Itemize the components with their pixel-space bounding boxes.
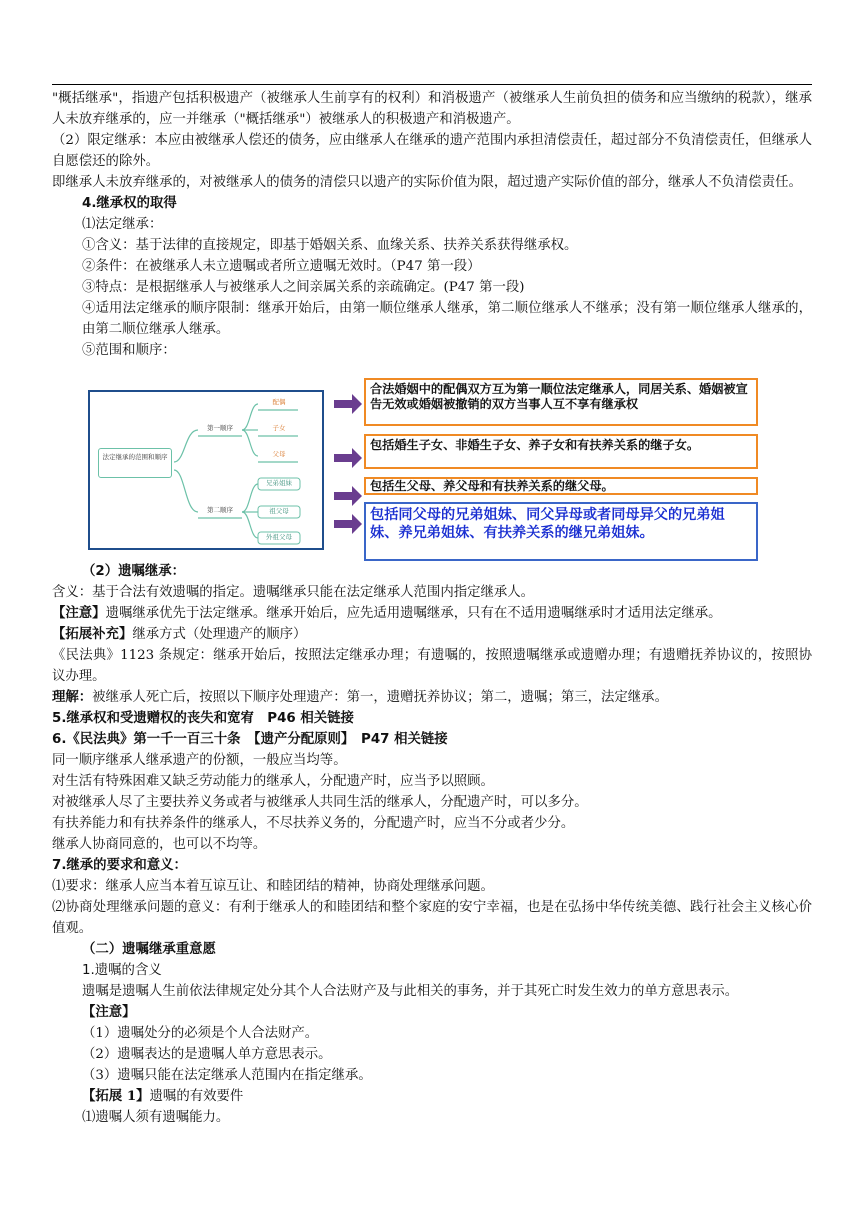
- mind-map-frame: [88, 390, 324, 550]
- paragraph: 继承人协商同意的，也可以不均等。: [52, 837, 267, 852]
- paragraph: [52, 1086, 812, 1107]
- arrow-icon: [334, 514, 362, 534]
- paragraph: 含义：基于合法有效遗嘱的指定。遗嘱继承只能在法定继承人范围内指定继承人。: [52, 585, 535, 600]
- child-node: 祖父母: [269, 507, 289, 515]
- child-node: 子女: [272, 424, 286, 432]
- paragraph: [52, 687, 812, 708]
- list-item: ③特点：是根据继承人与被继承人之间亲属关系的亲疏确定。(P47 第一段): [82, 280, 525, 295]
- note-text: 遗嘱继承优先于法定继承。继承开始后，应先适用遗嘱继承，只有在不适用遗嘱继承时才适用法定继承。: [105, 606, 722, 621]
- paragraph: 同一顺序继承人继承遗产的份额，一般应当均等。: [52, 753, 347, 768]
- paragraph: 即继承人未放弃继承的，对被继承人的债务的清偿只以遗产的实际价值为限，超过遗产实际价值的部分，继承人不负清偿责任。: [52, 175, 802, 190]
- section-6-title-b: 【遗产分配原则】: [253, 732, 348, 747]
- paragraph: 《民法典》1123 条规定：继承开始后，按照法定继承办理；有遗嘱的，按照遗嘱继承或遗赠办理；有遗赠抚养协议的，按照协议办理。: [52, 648, 812, 684]
- mind-map-root: 法定继承的范围和顺序: [98, 448, 172, 478]
- list-item: （3）遗嘱只能在法定继承人范围内在指定继承。: [82, 1068, 372, 1083]
- inheritance-order-diagram: [52, 378, 812, 561]
- paragraph: [52, 624, 812, 645]
- paragraph: 有扶养能力和有扶养条件的继承人，不尽扶养义务的，分配遗产时，应当不分或者少分。: [52, 816, 575, 831]
- section-6-title-a: 6.《民法典》第一千一百三十条: [52, 732, 254, 747]
- part-2-title: （二）遗嘱继承重意愿: [82, 942, 216, 957]
- header-rule: [52, 84, 812, 85]
- list-item: ⑴遗嘱人须有遗嘱能力。: [82, 1110, 230, 1125]
- extension-label: 【拓展 1】: [82, 1088, 150, 1104]
- paragraph: 对被继承人尽了主要扶养义务或者与被继承人共同生活的继承人，分配遗产时，可以多分。: [52, 795, 588, 810]
- list-item: ①含义：基于法律的直接规定，即基于婚姻关系、血缘关系、扶养关系获得继承权。: [82, 238, 578, 253]
- section-6-title: [52, 729, 812, 750]
- second-order-node: 第二顺序: [207, 506, 233, 514]
- list-item: ④适用法定继承的顺序限制：继承开始后，由第一顺位继承人继承，第二顺位继承人不继承；没有第一顺位继承人继承的，由第二顺位继承人继承。: [82, 301, 812, 337]
- subsection-1-title: 1.遗嘱的含义: [82, 963, 162, 978]
- arrow-icon: [334, 448, 362, 468]
- paragraph: [52, 603, 812, 624]
- section-5-title: 5.继承权和受遗赠权的丧失和宽宥 P46 相关链接: [52, 711, 354, 726]
- section-4-title: 4.继承权的取得: [82, 196, 177, 211]
- document-body: [52, 88, 812, 1128]
- paragraph: "概括继承"，指遗产包括积极遗产（被继承人生前享有的权利）和消极遗产（被继承人生前负担的债务和应当缴纳的税款），继承人未放弃继承的，应一并继承（"概括继承"）被继承人的积极遗产和消极遗产。: [52, 91, 812, 127]
- note-label: 【注意】: [82, 1004, 136, 1020]
- paragraph: ⑴要求：继承人应当本着互谅互让、和睦团结的精神，协商处理继承问题。: [52, 879, 494, 894]
- list-item: （1）遗嘱处分的必须是个人合法财产。: [82, 1026, 319, 1041]
- understand-text: 被继承人死亡后，按照以下顺序处理遗产：第一，遗赠抚养协议；第二，遗嘱；第三，法定继承。: [92, 690, 668, 705]
- paragraph: （2）限定继承：本应由被继承人偿还的债务，应由继承人在继承的遗产范围内承担清偿责任，超过部分不负清偿责任，但继承人自愿偿还的除外。: [52, 133, 812, 169]
- section-6-title-c: P47 相关链接: [347, 732, 448, 747]
- section-7-title: 7.继承的要求和意义：: [52, 858, 187, 873]
- arrow-icon: [334, 486, 362, 506]
- callout-siblings: 包括同父母的兄弟姐妹、同父异母或者同母异父的兄弟姐妹、养兄弟姐妹、有扶养关系的继兄弟姐妹。: [364, 502, 758, 561]
- child-node: 兄弟姐妹: [266, 479, 292, 487]
- child-node: 外祖父母: [266, 533, 292, 541]
- child-node: 父母: [272, 450, 286, 458]
- understand-label: 理解：: [52, 689, 93, 705]
- note-label: 【注意】: [52, 605, 106, 621]
- list-item: ②条件：在被继承人未立遗嘱或者所立遗嘱无效时。（P47 第一段）: [82, 259, 481, 274]
- paragraph: 对生活有特殊困难又缺乏劳动能力的继承人，分配遗产时，应当予以照顾。: [52, 774, 494, 789]
- arrow-icon: [334, 394, 362, 414]
- callout-spouse: 合法婚姻中的配偶双方互为第一顺位法定继承人，同居关系、婚姻被宣告无效或婚姻被撤销的双方当事人互不享有继承权: [364, 378, 758, 426]
- extension-text: 继承方式（处理遗产的顺序）: [132, 627, 307, 642]
- callout-children: 包括婚生子女、非婚生子女、养子女和有扶养关系的继子女。: [364, 434, 758, 469]
- list-item: ⑤范围和顺序：: [82, 343, 176, 358]
- first-order-node: 第一顺序: [207, 424, 233, 432]
- extension-label: 【拓展补充】: [52, 626, 133, 642]
- callout-parents: 包括生父母、养父母和有扶养关系的继父母。: [364, 477, 758, 495]
- extension-text: 遗嘱的有效要件: [149, 1089, 244, 1104]
- will-inheritance-title: （2）遗嘱继承：: [82, 564, 186, 579]
- paragraph: ⑵协商处理继承问题的意义：有利于继承人的和睦团结和整个家庭的安宁幸福，也是在弘扬中华传统美德、践行社会主义核心价值观。: [52, 900, 812, 936]
- legal-inheritance-title: ⑴法定继承：: [82, 217, 163, 232]
- callout-arrows: [334, 392, 364, 562]
- child-node: 配偶: [272, 398, 286, 406]
- will-definition: 遗嘱是遗嘱人生前依法律规定处分其个人合法财产及与此相关的事务，并于其死亡时发生效力的单方意思表示。: [82, 984, 739, 999]
- list-item: （2）遗嘱表达的是遗嘱人单方意思表示。: [82, 1047, 332, 1062]
